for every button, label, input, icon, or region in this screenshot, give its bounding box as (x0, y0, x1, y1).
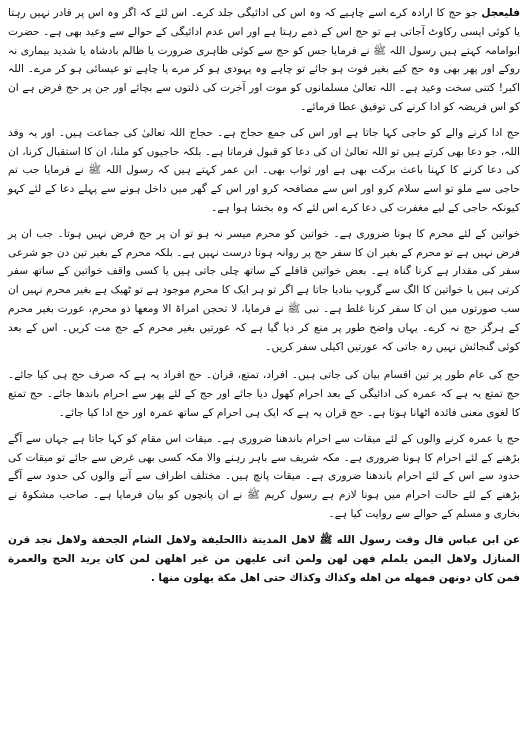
paragraph-text: جو حج کا ارادہ کرے اسے چاہیے کہ وہ اس کی ادائیگی جلد کرے۔ اس لئے کہ اگر وہ اس پر قادر نہیں رہتا یا کوئی ایسی رکاوٹ آجاتی ہے تو حج اس کے ذمے رہتا ہے اور اس عدم ادائیگی کے حوالے سے وعید بھی ہے۔ حضرت ابوامامہ کہتے ہیں رسول اللہ ﷺ نے فرمایا جس کو حج سے کوئی ظاہری ضرورت یا ظالم بادشاہ یا شدید بیماری نہ روکے اور پھر بھی وہ حج کیے بغیر فوت ہو جائے تو چاہے وہ یہودی ہو کر مرے یا چاہے تو عیسائی ہو کر مرے۔ اللہ اکبر! کتنی سخت وعید ہے۔ اللہ تعالیٰ مسلمانوں کو موت اور آخرت کی ذلتوں سے بچائے اور جن پر حج فرض ہے ان کو اس فریضہ کو ادا کرنے کی توفیق عطا فرمائے۔ (8, 7, 520, 113)
paragraph-text: خواتین کے لئے محرم کا ہونا ضروری ہے۔ خواتین کو محرم میسر نہ ہو تو ان پر حج فرض نہیں ہوتا۔ جب ان پر فرض نہیں ہے تو محرم کے بغیر ان کا سفر حج پر روانہ ہونا درست نہیں ہے۔ بلکہ محرم کے بغیر تین دن جو شرعی سفر کی مقدار ہے کرنا گناہ ہے۔ بعض خواتین قافلے کے ساتھ چلی جاتی ہیں یا کسی واقف خواتین کے ساتھ سفر کرتی ہیں یا خواتین کا الگ سے گروپ بنادیا جاتا ہے اگر تو ہر ایک کا محرم موجود ہے تو ٹھیک ہے بغیر محرم نہیں ان سب صورتوں میں ان کا سفر کرنا غلط ہے۔ نبی ﷺ نے فرمایا، لا تحجن امراۃ الا ومعھا ذو محرم، عورت بغیر محرم کے ہرگز حج نہ کرے۔ یہاں واضح طور پر منع کر دیا گیا ہے کہ عورتیں بغیر محرم کے حج مت کریں۔ اس کے بعد کوئی گنجائش نہیں رہ جاتی کہ عورتیں اکیلی سفر کریں۔ (8, 227, 520, 353)
paragraph-miqat (8, 430, 520, 524)
paragraph-hajj-haste (8, 4, 520, 117)
paragraph-lead-word: فلیعجل (481, 7, 520, 19)
arabic-hadith-text: عن ابن عباس قال وقت رسول الله ﷺ لاهل المدينة ذاالحليفة ولاهل الشام الجحفة ولاهل نجد قرن المنازل ولاهل اليمن يلملم فهن لهن ولمن اتى عليهن من غير اهلهن لمن كان يريد الحج والعمرة فمن كان دونهن فمهله من اهله وكذاك وكذاك حتى اهل مكة يهلون منها . (8, 533, 520, 584)
paragraph-text: حج یا عمرہ کرنے والوں کے لئے میقات سے احرام باندھنا ضروری ہے۔ میقات اس مقام کو کہا جاتا ہے جہاں سے آگے بڑھنے کے لئے احرام کا ہونا ضروری ہے۔ مکہ شریف سے باہر رہنے والا مکہ کسی بھی غرض سے جائے تو میقات کی حدود سے اس کے لئے احرام باندھنا ضروری ہے۔ میقات پانچ ہیں۔ مختلف اطراف سے آنے والوں کی حدود سے آگے بڑھنے کے لئے حالت احرام میں ہونا لازم ہے رسول کریم ﷺ نے ان پانچوں کو بیان فرمایا ہے۔ صاحب مشکوۃ نے بخاری و مسلم کے حوالے سے روایت کیا ہے۔ (8, 432, 520, 520)
paragraph-hajj-types (8, 366, 520, 422)
paragraph-text: حج کی عام طور پر تین اقسام بیان کی جاتی ہیں۔ افراد، تمتع، قران۔ حج افراد یہ ہے کہ صرف حج ہی کیا جائے۔ حج تمتع یہ ہے کہ عمرہ کی ادائیگی کے بعد احرام کھول دیا جائے اور حج کے لئے پھر سے احرام باندھا جائے۔ حج تمتع کا لغوی معنی فائدہ اٹھانا ہوتا ہے۔ حج قران یہ ہے کہ ایک ہی احرام کے ساتھ عمرہ اور حج ادا کیا جائے۔ (8, 369, 520, 419)
paragraph-women-mahram (8, 225, 520, 357)
paragraph-hujjaj (8, 124, 520, 218)
paragraph-text: حج ادا کرنے والے کو حاجی کہا جاتا ہے اور اس کی جمع حجاج ہے۔ حجاج اللہ تعالیٰ کی جماعت ہیں۔ اور یہ وفد اللہ، جو دعا بھی کرتے ہیں تو اللہ تعالیٰ ان کی دعا کو قبول فرماتا ہے۔ بلکہ حاجیوں کو ملنا، ان کا استقبال کرنا، ان کی دعا کرنے کا کہنا باعث برکت بھی ہے اور ثواب بھی۔ ابن عمر کہتے ہیں کہ رسول اللہ ﷺ نے فرمایا جب تم حاجی سے ملو تو اسے سلام کرو اور اس سے مصافحہ کرو اور اس کے گھر میں داخل ہونے سے پہلے دعا کے لئے کہو کیونکہ حاجی کے لیے مغفرت کی دعا کرے اس لئے کہ وہ بخشا ہوا ہے۔ (8, 126, 520, 214)
